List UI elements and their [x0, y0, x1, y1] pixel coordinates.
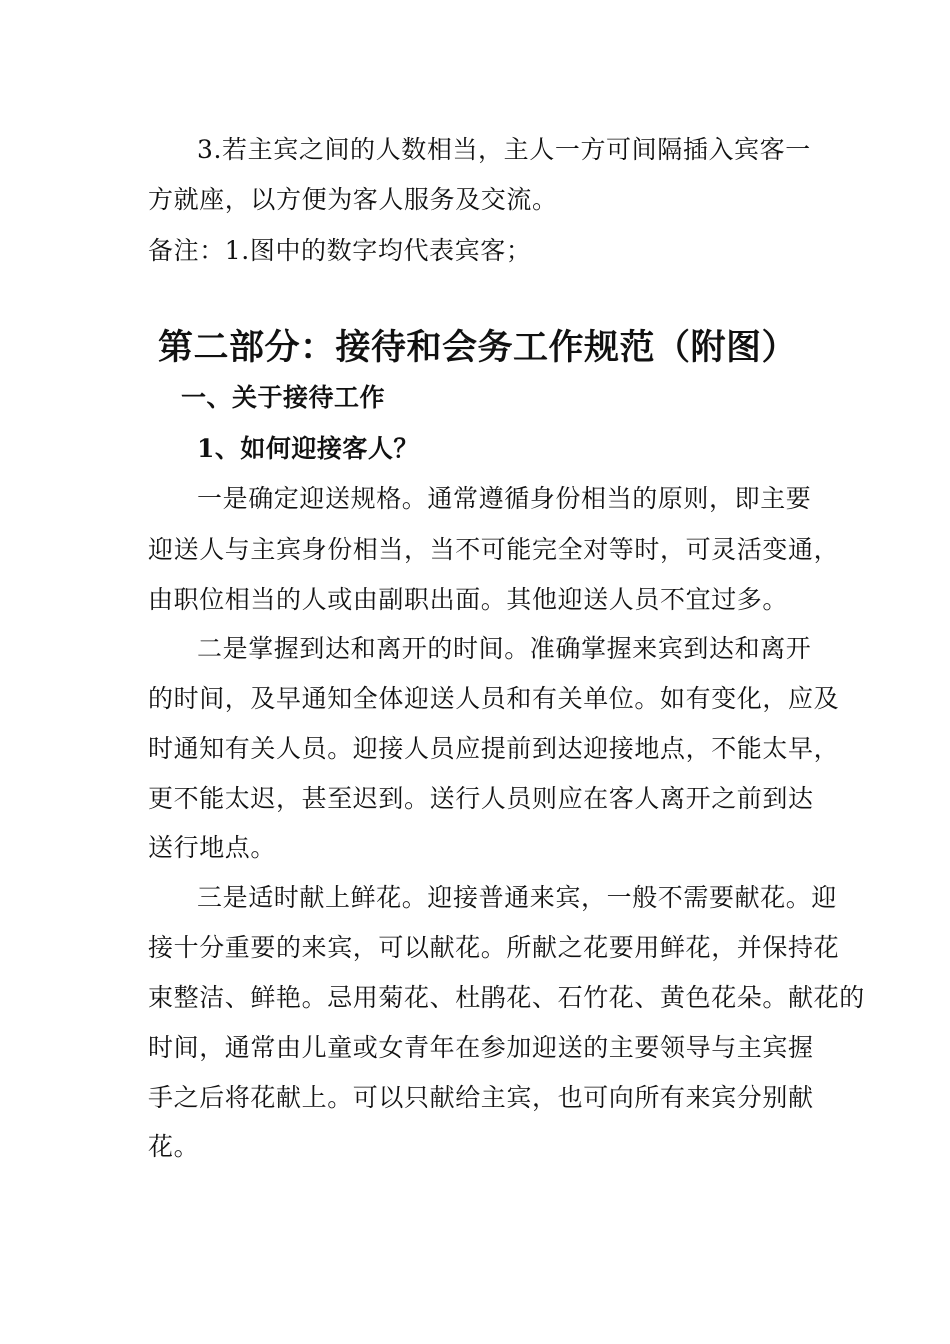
- note-line: 备注：1.图中的数字均代表宾客；: [148, 236, 532, 265]
- paragraph-line: 送行地点。: [148, 833, 277, 862]
- paragraph-line: 的时间，及早通知全体迎送人员和有关单位。如有变化，应及: [148, 684, 840, 713]
- part-title: 第二部分：接待和会务工作规范（附图）: [158, 327, 798, 368]
- paragraph-line: 二是掌握到达和离开的时间。准确掌握来宾到达和离开: [197, 634, 812, 663]
- section-heading: 一、关于接待工作: [181, 383, 386, 412]
- paragraph-line: 一是确定迎送规格。通常遵循身份相当的原则，即主要: [197, 484, 812, 513]
- paragraph-line: 由职位相当的人或由副职出面。其他迎送人员不宜过多。: [148, 585, 789, 614]
- paragraph-line: 三是适时献上鲜花。迎接普通来宾，一般不需要献花。迎: [197, 883, 838, 912]
- paragraph-line: 3.若主宾之间的人数相当，主人一方可间隔插入宾客一: [197, 135, 811, 164]
- paragraph-line: 方就座，以方便为客人服务及交流。: [148, 185, 558, 214]
- paragraph-line: 束整洁、鲜艳。忌用菊花、杜鹃花、石竹花、黄色花朵。献花的: [148, 983, 865, 1012]
- paragraph-line: 花。: [148, 1132, 200, 1161]
- paragraph-line: 手之后将花献上。可以只献给主宾，也可向所有来宾分别献: [148, 1083, 814, 1112]
- paragraph-line: 时通知有关人员。迎接人员应提前到达迎接地点，不能太早，: [148, 734, 840, 763]
- paragraph-line: 迎送人与主宾身份相当，当不可能完全对等时，可灵活变通，: [148, 535, 840, 564]
- paragraph-line: 更不能太迟，甚至迟到。送行人员则应在客人离开之前到达: [148, 784, 814, 813]
- paragraph-line: 接十分重要的来宾，可以献花。所献之花要用鲜花，并保持花: [148, 933, 840, 962]
- subsection-heading: 1、如何迎接客人？: [197, 434, 419, 463]
- paragraph-line: 时间，通常由儿童或女青年在参加迎送的主要领导与主宾握: [148, 1033, 814, 1062]
